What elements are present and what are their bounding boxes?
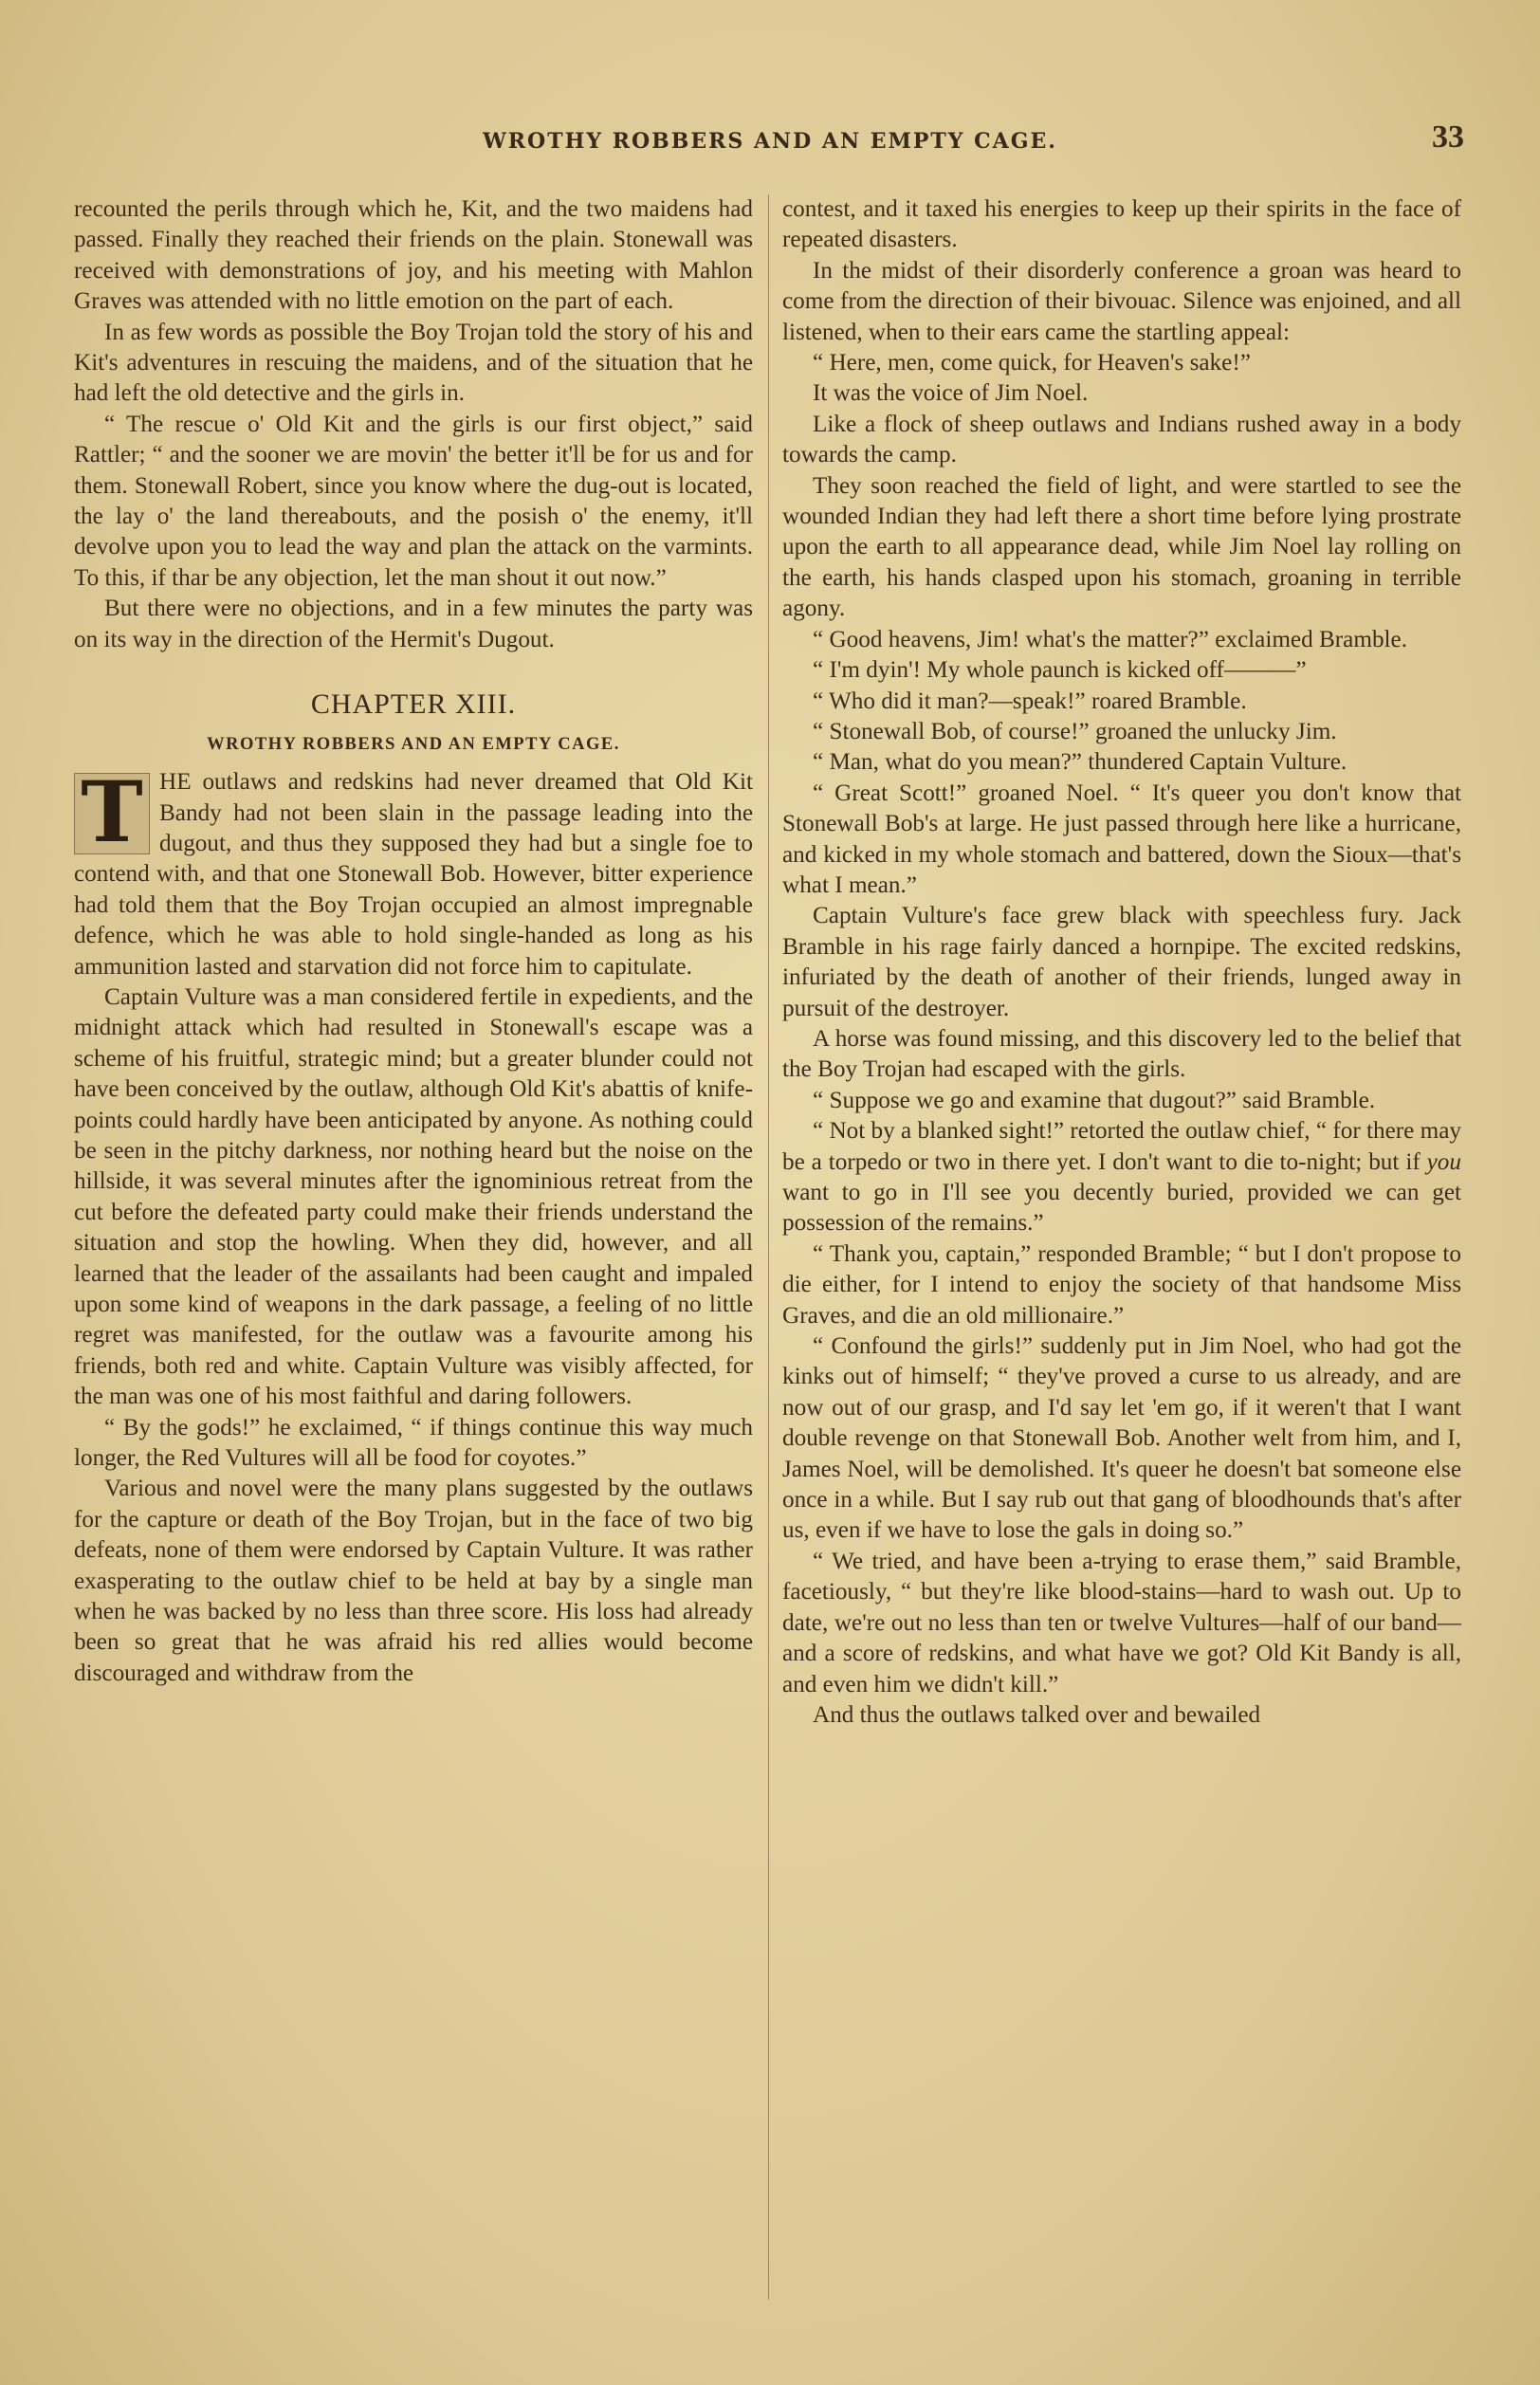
chapter-heading: CHAPTER XIII.: [310, 688, 517, 721]
drop-cap-initial: T: [74, 773, 150, 854]
paragraph: It was the voice of Jim Noel.: [813, 380, 1089, 407]
paragraph: [782, 1116, 1461, 1239]
paragraph: “ The rescue o' Old Kit and the girls is our first object,” said Rattler; “ and the sooner we are movin' the better it'll be for us and for them. Stonewall Robert, since you know where the dug-out is located, the lay o' the land thereabouts, and the posish o' the enemy, it'll devolve upon you to lead the way and plan the attack on the varmints. To this, if thar be any objection, let the man shout it out now.”: [74, 411, 753, 591]
paragraph: Various and novel were the many plans suggested by the outlaws for the capture or death of the Boy Trojan, but in the face of two big defeats, none of them were endorsed by Captain Vulture. It was rather exasperating to the outlaw chief to be held at bay by a single man when he was backed by no less than three score. His loss had already been so great that he was afraid his red allies would become discouraged and withdraw from the: [74, 1476, 753, 1686]
paragraph: In as few words as possible the Boy Trojan told the story of his and Kit's adventures in rescuing the maidens, and of the situation that he had left the old detective and the girls in.: [74, 319, 753, 407]
paragraph: “ We tried, and have been a-trying to erase them,” said Bramble, facetiously, “ but they're like blood-stains—hard to wash out. Up to date, we're out no less than ten or twelve Vultures—half of our band—and a score of redskins, and what have we got? Old Kit Bandy is all, and even him we didn't kill.”: [782, 1548, 1461, 1697]
column-divider: [768, 194, 769, 2300]
paragraph-text: want to go in I'll see you decently buried, provided we can get possession of the remains.”: [782, 1180, 1461, 1237]
paragraph-text: “ Not by a blanked sight!” retorted the outlaw chief, “ for there may be a torpedo or two in there yet. I don't want to die to-night; but if: [782, 1118, 1461, 1175]
paragraph: “ Good heavens, Jim! what's the matter?” exclaimed Bramble.: [813, 626, 1408, 652]
paragraph: “ Confound the girls!” suddenly put in Jim Noel, who had got the kinks out of himself; “ they've proved a curse to us already, and are now out of our grasp, and I'd say let 'em go, if it weren't that I want double revenge on that Stonewall Bob. Another welt from him, and I, James Noel, will be demolished. It's queer he doesn't bat someone else once in a while. But I say rub out that gang of bloodhounds that's after us, even if we have to lose the gals in doing so.”: [782, 1333, 1461, 1544]
paragraph: In the midst of their disorderly conference a groan was heard to come from the direction of their bivouac. Silence was enjoined, and all listened, when to their ears came the startling appeal:: [782, 257, 1461, 345]
chapter-subtitle: WROTHY ROBBERS AND AN EMPTY CAGE.: [207, 735, 620, 755]
paragraph: Like a flock of sheep outlaws and Indians rushed away in a body towards the camp.: [782, 411, 1461, 468]
paragraph: Captain Vulture's face grew black with speechless fury. Jack Bramble in his rage fairly danced a hornpipe. The excited redskins, infuriated by the death of another of their friends, lunged away in pursuit of the destroyer.: [782, 903, 1461, 1021]
paragraph: They soon reached the field of light, and were startled to see the wounded Indian they had left there a short time before lying prostrate upon the earth to all appearance dead, while Jim Noel lay rolling on the earth, his hands clasped upon his stomach, groaning in terrible agony.: [782, 472, 1461, 622]
paragraph: recounted the perils through which he, Kit, and the two maidens had passed. Finally they reached their friends on the plain. Stonewall was received with demonstrations of joy, and his meeting with Mahlon Graves was attended with no little emotion on the part of each.: [74, 196, 753, 315]
paragraph: “ Here, men, come quick, for Heaven's sake!”: [813, 350, 1251, 376]
chapter-opening-paragraph: [74, 762, 753, 982]
running-title: WROTHY ROBBERS AND AN EMPTY CAGE.: [483, 129, 1057, 154]
page-number: 33: [1432, 119, 1464, 155]
running-head: [76, 119, 1464, 167]
paragraph: contest, and it taxed his energies to keep up their spirits in the face of repeated disasters.: [782, 196, 1461, 253]
paragraph: But there were no objections, and in a few minutes the party was on its way in the direction of the Hermit's Dugout.: [74, 596, 753, 652]
left-column: [74, 194, 753, 1689]
paragraph: “ Stonewall Bob, of course!” groaned the unlucky Jim.: [813, 718, 1337, 744]
right-column: [782, 194, 1461, 1731]
paragraph: “ Great Scott!” groaned Noel. “ It's queer you don't know that Stonewall Bob's at large. He just passed through here like a hurricane, and kicked in my whole stomach and battered, down the Sioux—that's what I mean.”: [782, 780, 1461, 898]
paragraph: “ I'm dyin'! My whole paunch is kicked off———”: [813, 657, 1307, 684]
paragraph: And thus the outlaws talked over and bewailed: [813, 1701, 1261, 1728]
emphasis-text: you: [1426, 1148, 1461, 1175]
paragraph-text: HE outlaws and redskins had never dreamed that Old Kit Bandy had not been slain in the passage leading into the dugout, and thus they supposed they had but a single foe to contend with, and that one Stonewall Bob. However, bitter experience had told them that the Boy Trojan occupied an almost impregnable defence, which he was able to hold single-handed as long as his ammunition lasted and starvation did not force him to capitulate.: [74, 769, 753, 980]
paragraph: Captain Vulture was a man considered fertile in expedients, and the midnight attack which had resulted in Stonewall's escape was a scheme of his fruitful, strategic mind; but a greater blunder could not have been conceived by the outlaw, although Old Kit's abattis of knife-points could hardly have been anticipated by anyone. As nothing could be seen in the pitchy darkness, nor nothing heard but the noise on the hillside, it was several minutes after the ignominious retreat from the cut before the defeated party could make their friends understand the situation and stop the howling. When they did, however, and all learned that the leader of the assailants had been caught and impaled upon some kind of weapons in the dark passage, a feeling of no little regret was manifested, for the outlaw was a favourite among his friends, both red and white. Captain Vulture was visibly affected, for the man was one of his most faithful and daring followers.: [74, 983, 753, 1410]
paragraph: “ Thank you, captain,” responded Bramble; “ but I don't propose to die either, for I intend to enjoy the society of that handsome Miss Graves, and die an old millionaire.”: [782, 1240, 1461, 1329]
paragraph: A horse was found missing, and this discovery led to the belief that the Boy Trojan had escaped with the girls.: [782, 1025, 1461, 1083]
paragraph: “ Man, what do you mean?” thundered Captain Vulture.: [813, 749, 1348, 776]
paragraph: “ Who did it man?—speak!” roared Bramble.: [813, 688, 1247, 714]
paragraph: “ Suppose we go and examine that dugout?” said Bramble.: [813, 1087, 1376, 1113]
paragraph: “ By the gods!” he exclaimed, “ if things continue this way much longer, the Red Vultures will all be food for coyotes.”: [74, 1414, 753, 1472]
